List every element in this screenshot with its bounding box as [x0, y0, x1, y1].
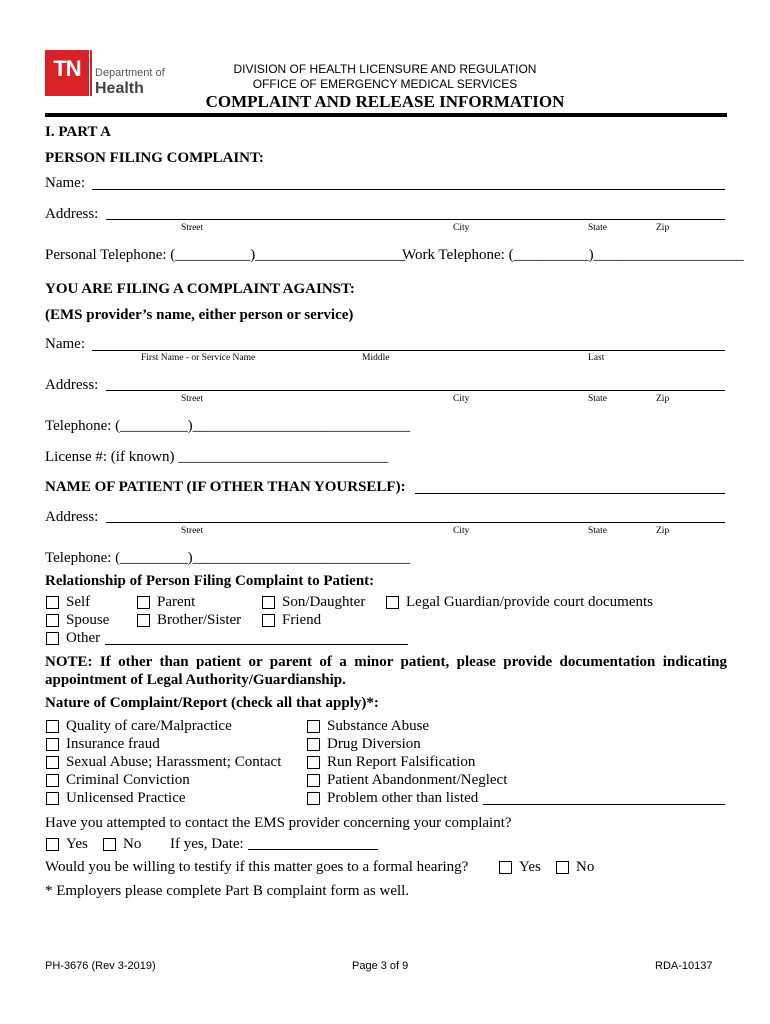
employers-note: * Employers please complete Part B complaint form as well.: [45, 883, 410, 899]
zip-caption: Zip: [656, 223, 670, 233]
testify-question: Would you be willing to testify if this matter goes to a formal hearing?: [45, 859, 469, 875]
legal-guardian-checkbox[interactable]: [386, 596, 399, 609]
other-label: Other: [66, 630, 101, 646]
substance-abuse-checkbox[interactable]: [307, 720, 320, 733]
city-caption: City: [453, 394, 470, 404]
patient-name-label: NAME OF PATIENT (IF OTHER THAN YOURSELF):: [45, 479, 406, 495]
zip-caption: Zip: [656, 394, 670, 404]
nature-right-label: Patient Abandonment/Neglect: [327, 772, 508, 788]
street-caption: Street: [181, 394, 204, 404]
testify-no-checkbox[interactable]: [556, 861, 569, 874]
testify-yes-checkbox[interactable]: [499, 861, 512, 874]
drug-diversion-checkbox[interactable]: [307, 738, 320, 751]
provider-license-field[interactable]: License #: (if known) ____________________________: [45, 449, 389, 465]
provider-telephone-field[interactable]: Telephone: (_________)_____________________________: [45, 418, 411, 434]
friend-checkbox[interactable]: [262, 614, 275, 627]
division-heading: DIVISION OF HEALTH LICENSURE AND REGULATION: [233, 62, 537, 76]
office-heading: OFFICE OF EMERGENCY MEDICAL SERVICES: [252, 77, 518, 91]
guardianship-note: NOTE: If other than patient or parent of a minor patient, please provide documentation indicating appointment of Legal Authority/Guardianship.: [45, 654, 727, 688]
logo-mark-text: TN: [53, 56, 81, 81]
person-filing-heading: PERSON FILING COMPLAINT:: [45, 150, 264, 166]
contact-no-checkbox[interactable]: [103, 838, 116, 851]
friend-label: Friend: [282, 612, 322, 628]
form-title: COMPLAINT AND RELEASE INFORMATION: [205, 92, 565, 111]
patient-telephone-field[interactable]: Telephone: (_________)_____________________________: [45, 550, 411, 566]
form-number: PH-3676 (Rev 3-2019): [45, 960, 156, 972]
tn-logo-mark: [45, 50, 89, 96]
run-report-falsification-checkbox[interactable]: [307, 756, 320, 769]
sexual-abuse-checkbox[interactable]: [46, 756, 59, 769]
title-rule: [45, 113, 727, 117]
patient-name-field[interactable]: [415, 493, 725, 494]
filer-name-label: Name:: [45, 175, 85, 191]
self-label: Self: [66, 594, 91, 610]
state-caption: State: [588, 223, 607, 233]
son-daughter-checkbox[interactable]: [262, 596, 275, 609]
contact-yes-label: Yes: [66, 836, 88, 852]
patient-address-field[interactable]: [106, 522, 725, 523]
page-number: Page 3 of 9: [352, 960, 409, 972]
work-telephone-field[interactable]: Work Telephone: (__________)____________________: [402, 247, 744, 263]
provider-address-label: Address:: [45, 377, 99, 393]
logo-health-text: Health: [95, 80, 144, 97]
testify-yes-label: Yes: [519, 859, 541, 875]
nature-right-label: Problem other than listed: [327, 790, 479, 806]
street-caption: Street: [181, 526, 204, 536]
first-name-caption: First Name - or Service Name: [141, 353, 256, 363]
contact-no-label: No: [123, 836, 142, 852]
filer-name-field[interactable]: [92, 189, 725, 190]
filer-address-label: Address:: [45, 206, 99, 222]
testify-no-label: No: [576, 859, 595, 875]
self-checkbox[interactable]: [46, 596, 59, 609]
nature-left-label: Sexual Abuse; Harassment; Contact: [66, 754, 282, 770]
nature-left-label: Insurance fraud: [66, 736, 160, 752]
nature-heading: Nature of Complaint/Report (check all that apply)*:: [45, 695, 379, 711]
patient-abandonment-checkbox[interactable]: [307, 774, 320, 787]
criminal-conviction-checkbox[interactable]: [46, 774, 59, 787]
nature-left-label: Unlicensed Practice: [66, 790, 186, 806]
quality-of-care-checkbox[interactable]: [46, 720, 59, 733]
provider-name-label: Name:: [45, 336, 85, 352]
contact-yes-checkbox[interactable]: [46, 838, 59, 851]
son-daughter-label: Son/Daughter: [282, 594, 366, 610]
complaint-against-subheading: (EMS provider’s name, either person or service): [45, 307, 354, 323]
street-caption: Street: [181, 223, 204, 233]
city-caption: City: [453, 223, 470, 233]
state-caption: State: [588, 526, 607, 536]
brother-sister-label: Brother/Sister: [157, 612, 242, 628]
unlicensed-practice-checkbox[interactable]: [46, 792, 59, 805]
parent-checkbox[interactable]: [137, 596, 150, 609]
contact-question: Have you attempted to contact the EMS provider concerning your complaint?: [45, 815, 512, 831]
nature-right-label: Drug Diversion: [327, 736, 421, 752]
patient-address-label: Address:: [45, 509, 99, 525]
insurance-fraud-checkbox[interactable]: [46, 738, 59, 751]
problem-other-field[interactable]: [483, 804, 725, 805]
nature-left-label: Quality of care/Malpractice: [66, 718, 232, 734]
rda-number: RDA-10137: [655, 960, 713, 972]
zip-caption: Zip: [656, 526, 670, 536]
filer-address-field[interactable]: [106, 219, 725, 220]
legal-guardian-label: Legal Guardian/provide court documents: [406, 594, 654, 610]
middle-caption: Middle: [362, 353, 390, 363]
logo-department-text: Department of: [95, 67, 165, 79]
complaint-against-heading: YOU ARE FILING A COMPLAINT AGAINST:: [45, 281, 355, 297]
part-a-heading: I. PART A: [45, 124, 112, 140]
other-relationship-field[interactable]: [105, 644, 408, 645]
nature-right-label: Substance Abuse: [327, 718, 430, 734]
spouse-label: Spouse: [66, 612, 110, 628]
contact-date-field[interactable]: [248, 849, 378, 850]
logo-divider: [90, 50, 92, 96]
brother-sister-checkbox[interactable]: [137, 614, 150, 627]
provider-name-field[interactable]: [92, 350, 725, 351]
state-caption: State: [588, 394, 607, 404]
relationship-heading: Relationship of Person Filing Complaint to Patient:: [45, 573, 375, 589]
contact-date-label: If yes, Date:: [170, 836, 244, 852]
personal-telephone-field[interactable]: Personal Telephone: (__________)____________________: [45, 247, 406, 263]
spouse-checkbox[interactable]: [46, 614, 59, 627]
parent-label: Parent: [157, 594, 196, 610]
problem-other-checkbox[interactable]: [307, 792, 320, 805]
provider-address-field[interactable]: [106, 390, 725, 391]
last-caption: Last: [588, 353, 605, 363]
nature-left-label: Criminal Conviction: [66, 772, 190, 788]
city-caption: City: [453, 526, 470, 536]
other-checkbox[interactable]: [46, 632, 59, 645]
nature-right-label: Run Report Falsification: [327, 754, 476, 770]
